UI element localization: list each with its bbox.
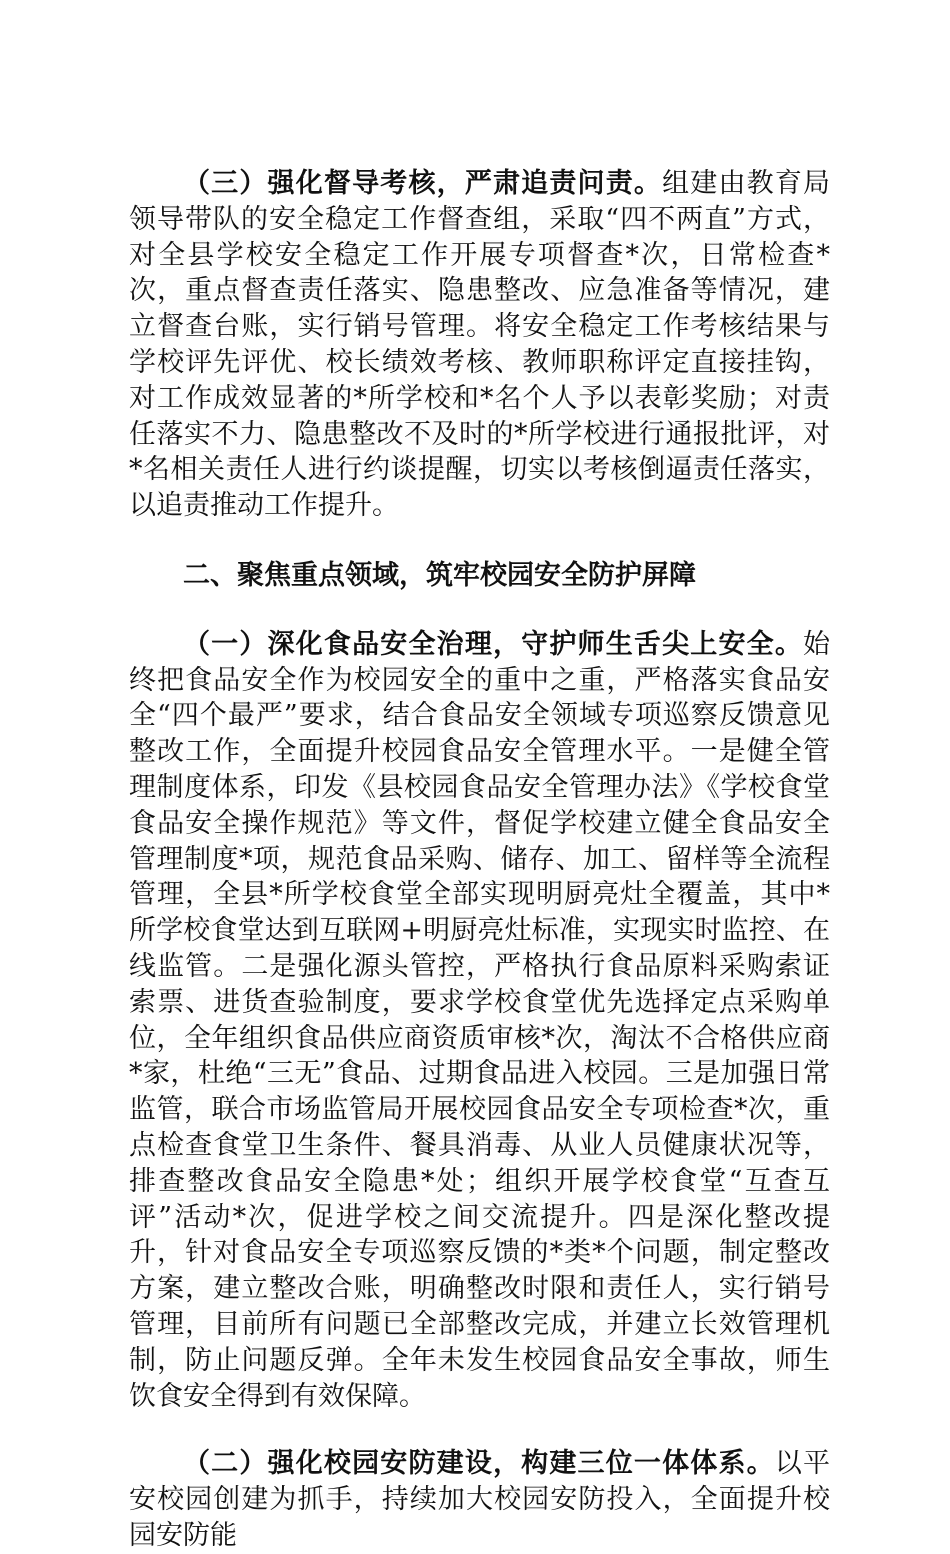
- paragraph-lead: （三）强化督导考核，严肃追责问责。: [183, 168, 663, 199]
- paragraph-body: 组建由教育局领导带队的安全稳定工作督查组，采取“四不两直”方式，对全县学校安全稳定工作开展专项督查*次，日常检查*次，重点督查责任落实、隐患整改、应急准备等情况，建立督查台账，实行销号管理。将安全稳定工作考核结果与学校评先评优、校长绩效考核、教师职称评定直接挂钩，对工作成效显著的*所学校和*名个人予以表彰奖励；对责任落实不力、隐患整改不及时的*所学校进行通报批评，对*名相关责任人进行约谈提醒，切实以考核倒逼责任落实，以追责推动工作提升。: [129, 168, 831, 522]
- paragraph-body: 以平安校园创建为抓手，持续加大校园安防投入，全面提升校园安防能: [129, 1448, 831, 1551]
- paragraph-lead: （二）强化校园安防建设，构建三位一体体系。: [183, 1448, 775, 1480]
- section-heading-text: 二、聚焦重点领域，筑牢校园安全防护屏障: [183, 559, 696, 591]
- paragraph-supervision: [129, 166, 830, 524]
- paragraph-food-safety: [129, 627, 830, 1415]
- paragraph-body: 始终把食品安全作为校园安全的重中之重，严格落实食品安全“四个最严”要求，结合食品安全领域专项巡察反馈意见整改工作，全面提升校园食品安全管理水平。一是健全管理制度体系，印发《县校园食品安全管理办法》《学校食堂食品安全操作规范》等文件，督促学校建立健全食品安全管理制度*项，规范食品采购、储存、加工、留样等全流程管理，全县*所学校食堂全部实现明厨亮灶全覆盖，其中*所学校食堂达到互联网+明厨亮灶标准，实现实时监控、在线监管。二是强化源头管控，严格执行食品原料采购索证索票、进货查验制度，要求学校食堂优先选择定点采购单位，全年组织食品供应商资质审核*次，淘汰不合格供应商*家，杜绝“三无”食品、过期食品进入校园。三是加强日常监管，联合市场监管局开展校园食品安全专项检查*次，重点检查食堂卫生条件、餐具消毒、从业人员健康状况等，排查整改食品安全隐患*处；组织开展学校食堂“互查互评”活动*次，促进学校之间交流提升。四是深化整改提升，针对食品安全专项巡察反馈的*类*个问题，制定整改方案，建立整改合账，明确整改时限和责任人，实行销号管理，目前所有问题已全部整改完成，并建立长效管理机制，防止问题反弹。全年未发生校园食品安全事故，师生饮食安全得到有效保障。: [129, 628, 830, 1412]
- section-heading: [129, 558, 830, 594]
- paragraph-lead: （一）深化食品安全治理，守护师生舌尖上安全。: [183, 628, 803, 660]
- paragraph-campus-security: [129, 1446, 830, 1553]
